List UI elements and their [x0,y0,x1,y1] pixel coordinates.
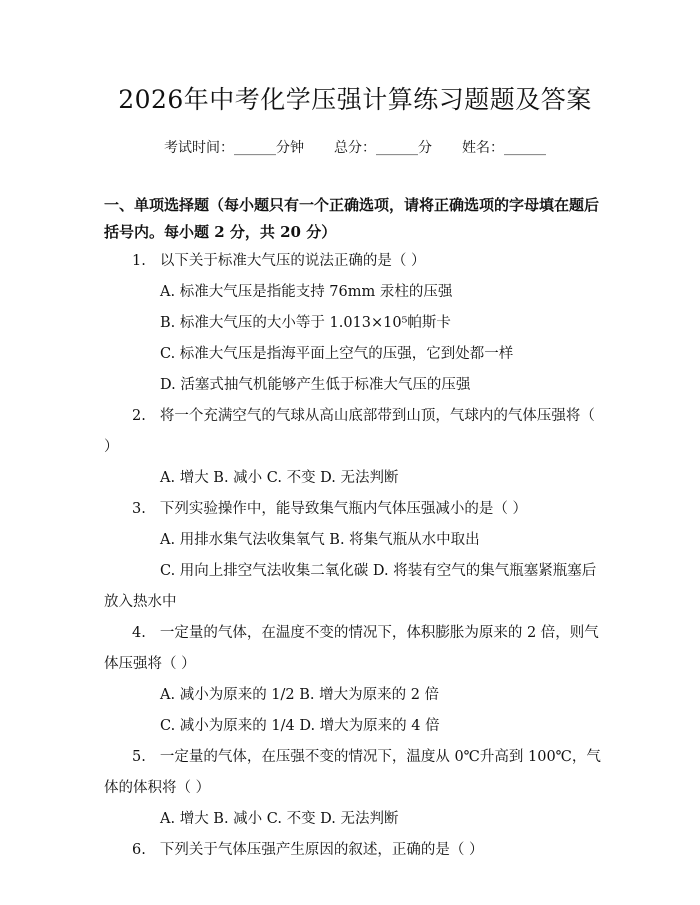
answer-option: C. 标准大气压是指海平面上空气的压强，它到处都一样 [160,346,514,362]
answer-option: D. 活塞式抽气机能够产生低于标准大气压的压强 [160,377,471,393]
question-item [104,835,606,866]
answer-option: C. 减小为原来的 1/4 D. 增大为原来的 4 倍 [160,718,440,734]
question-stem [104,494,606,525]
exam-score: 总分：______分 [334,140,432,156]
answer-option: A. 增大 B. 减小 C. 不变 D. 无法判断 [160,470,399,486]
answer-option: A. 标准大气压是指能支持 76mm 汞柱的压强 [160,284,453,300]
question-stem [104,742,606,804]
question-stem [104,835,606,866]
exam-meta [104,138,606,158]
question-text: 下列关于气体压强产生原因的叙述，正确的是（ ） [159,842,484,858]
question-text: 以下关于标准大气压的说法正确的是（ ） [159,253,426,269]
question-item [104,494,606,618]
question-number: 1. [132,253,146,269]
question-number: 3. [132,501,146,517]
question-number: 5. [132,749,146,765]
answer-option: A. 增大 B. 减小 C. 不变 D. 无法判断 [160,811,399,827]
question-item [104,246,606,401]
question-item [104,618,606,742]
section-heading: 一、单项选择题（每小题只有一个正确选项，请将正确选项的字母填在题后括号内。每小题 2 分，共 20 分） [104,196,600,241]
question-item [104,401,606,494]
question-text: 一定量的气体，在压强不变的情况下，温度从 0℃升高到 100℃，气体的体积将（ ） [104,749,601,796]
exam-name: 姓名：______ [462,140,546,156]
question-list [104,246,606,866]
question-item [104,742,606,835]
question-text: 将一个充满空气的气球从高山底部带到山顶，气球内的气体压强将（ ） [104,408,595,455]
question-stem [104,246,606,277]
answer-option: A. 减小为原来的 1/2 B. 增大为原来的 2 倍 [160,687,440,703]
question-stem [104,401,606,463]
question-number: 6. [132,842,146,858]
question-stem [104,618,606,680]
answer-option: A. 用排水集气法收集氧气 B. 将集气瓶从水中取出 [160,532,480,548]
answer-option: C. 用向上排空气法收集二氧化碳 D. 将装有空气的集气瓶塞紧瓶塞后放入热水中 [104,563,597,610]
question-text: 一定量的气体，在温度不变的情况下，体积膨胀为原来的 2 倍，则气体压强将（ ） [104,625,599,672]
question-number: 2. [132,408,146,424]
exam-time: 考试时间：______分钟 [164,140,304,156]
page-title: 2026年中考化学压强计算练习题题及答案 [118,85,592,114]
answer-option: B. 标准大气压的大小等于 1.013×10⁵帕斯卡 [160,315,451,331]
question-text: 下列实验操作中，能导致集气瓶内气体压强减小的是（ ） [159,501,527,517]
question-number: 4. [132,625,146,641]
